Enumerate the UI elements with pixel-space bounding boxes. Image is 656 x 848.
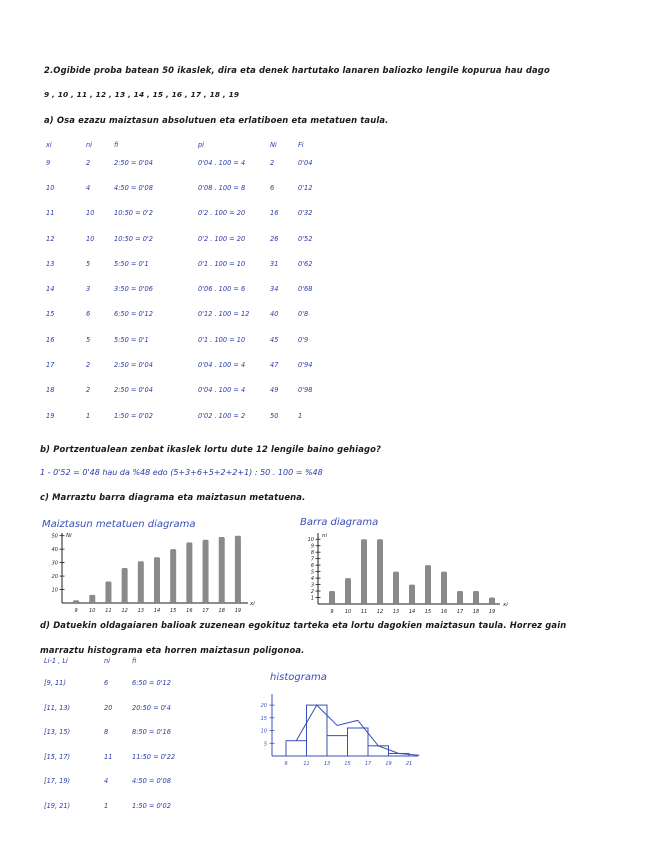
y-tick-label: 2 [310,589,314,596]
cell-Fi: 0'12 [298,183,313,192]
cell-fi: 6:50 = 0'12 [132,679,171,688]
histogram-title: histograma [270,672,327,683]
cell-ni: 1 [86,411,91,420]
y-tick-label: 1 [310,595,314,602]
bar-chart-title: Barra diagrama [300,517,379,528]
cell-ni: 5 [86,335,91,344]
cell-xi: 18 [46,386,55,395]
cell-ni: 2 [86,386,91,395]
x-tick-label: 11 [303,761,310,767]
cell-pi: 0'02 . 100 = 2 [198,411,246,420]
cell-Fi: 0'52 [298,234,313,243]
cell-fi: 1:50 = 0'02 [132,801,171,810]
cell-Ni: 47 [270,361,279,370]
histogram-bar [368,746,389,756]
cell-ni: 5 [86,259,91,268]
cell-ni: 10 [86,234,95,243]
x-tick-label: 9 [284,761,288,767]
histogram-bar [286,741,307,756]
cell-xi: 14 [46,285,55,294]
y-tick-label: 8 [310,550,314,557]
header-fi: fi [132,657,137,665]
cell-fi: 4:50 = 0'08 [132,777,171,786]
y-tick-label: 3 [310,582,314,589]
part-b-answer: 1 - 0'52 = 0'48 hau da %48 edo (5+3+6+5+2+2+1) : 50 . 100 = %48 [40,468,323,477]
x-tick-label: 15 [424,609,432,615]
cell-ni: 1 [104,801,109,810]
cell-Fi: 0'98 [298,386,313,395]
x-tick-label: 9 [330,609,334,615]
y-tick-label: 15 [260,715,267,722]
cell-Ni: 49 [270,386,279,395]
x-tick-label: 17 [202,608,209,614]
header-xi: xi [46,141,52,149]
cell-fi: 6:50 = 0'12 [114,310,153,319]
cell-ni: 6 [86,310,91,319]
cell-pi: 0'1 . 100 = 10 [198,335,246,344]
cell-pi: 0'06 . 100 = 6 [198,285,246,294]
y-tick-label: 10 [260,728,267,735]
y-tick-label: 6 [310,563,314,570]
cell-fi: 3:50 = 0'06 [114,285,153,294]
y-tick-label: 4 [310,576,314,583]
cell-Ni: 50 [270,411,279,420]
cell-fi: 5:50 = 0'1 [114,335,149,344]
cell-ni: 20 [104,703,113,712]
y-tick-label: 10 [307,537,314,544]
cell-Fi: 0'9 [298,335,309,344]
cell-fi: 4:50 = 0'08 [114,183,153,192]
y-tick-label: 20 [260,703,267,710]
cell-fi: 8:50 = 0'16 [132,728,171,737]
cell-pi: 0'04 . 100 = 4 [198,361,246,370]
y-tick-label: 30 [51,560,58,567]
x-tick-label: 15 [169,608,177,614]
cell-fi: 20:50 = 0'4 [132,703,171,712]
x-tick-label: 11 [105,608,112,614]
cell-xi: 13 [46,259,55,268]
cell-ni: 4 [104,777,109,786]
x-tick-label: 11 [360,609,368,615]
part-b-question: b) Portzentualean zenbat ikaslek lortu dute 12 lengile baino gehiago? [40,444,382,454]
x-tick-label: 17 [456,609,464,615]
cell-xi: 9 [46,158,51,167]
y-tick-label: 50 [51,533,58,540]
x-tick-label: 15 [344,761,351,767]
part-c-question: c) Marraztu barra diagrama eta maiztasun metatuena. [40,492,306,502]
header-Fi: Fi [298,141,304,149]
cell-Fi: 0'32 [298,209,313,218]
problem-statement: 2.Ogibide proba batean 50 ikaslek, dira eta denek hartutako lanaren baliozko lengile kopurua hau dago [44,65,550,75]
cell-xi: 11 [46,209,55,218]
x-tick-label: 21 [405,761,413,767]
x-tick-label: 19 [234,608,242,614]
cell-Ni: 16 [270,209,279,218]
histogram-bar [327,736,348,756]
x-tick-label: 13 [137,608,145,614]
cell-ni: 2 [86,158,91,167]
header-fi: fi [114,141,119,149]
cell-fi: 5:50 = 0'1 [114,259,149,268]
cell-fi: 10:50 = 0'2 [114,234,153,243]
cell-pi: 0'2 . 100 = 20 [198,209,246,218]
part-a-question: a) Osa ezazu maiztasun absolutuen eta erlatiboen eta metatuen taula. [44,115,389,125]
header-pi: pi [198,141,205,149]
cell-ni: 3 [86,285,91,294]
cell-Ni: 26 [270,234,279,243]
header-ni: ni [104,657,111,665]
x-tick-label: 14 [153,608,161,614]
y-tick-label: 5 [263,741,267,748]
cell-interval: [15, 17) [44,752,71,761]
cell-ni: 11 [104,752,113,761]
cell-xi: 15 [46,310,55,319]
cell-Fi: 0'04 [298,158,313,167]
cell-Ni: 45 [270,335,279,344]
x-tick-label: 16 [440,609,448,615]
cumulative-y-label: Ni [66,533,72,539]
cell-ni: 8 [104,728,109,737]
cell-pi: 0'04 . 100 = 4 [198,386,246,395]
cell-Ni: 34 [270,285,279,294]
cell-interval: [19, 21) [44,801,71,810]
cell-xi: 19 [46,411,55,420]
part-d-question-line1: d) Datuekin oldagaiaren balioak zuzenean egokituz tarteka eta lortu dagokien maiztasun taula. Horrez gain [40,620,567,630]
cumulative-x-label: xi [250,601,255,607]
cell-xi: 10 [46,183,55,192]
x-tick-label: 19 [488,609,496,615]
cumulative-chart-title: Maiztasun metatuen diagrama [42,519,196,530]
cell-fi: 2:50 = 0'04 [114,386,153,395]
frequency-polygon [296,705,419,755]
cell-Fi: 0'94 [298,361,313,370]
cell-pi: 0'04 . 100 = 4 [198,158,246,167]
x-tick-label: 13 [392,609,400,615]
part-d-question-line2: marraztu histograma eta horren maiztasun poligonoa. [40,645,305,655]
header-Ni: Ni [270,141,277,149]
cell-pi: 0'08 . 100 = 8 [198,183,246,192]
cell-ni: 4 [86,183,91,192]
cell-xi: 12 [46,234,55,243]
bar-x-label: xi [503,602,508,608]
histogram-bar [348,728,369,756]
x-tick-label: 18 [472,609,480,615]
cell-ni: 10 [86,209,95,218]
cell-pi: 0'12 . 100 = 12 [198,310,250,319]
cell-ni: 2 [86,361,91,370]
cell-interval: [13, 15) [44,728,71,737]
x-tick-label: 14 [408,609,416,615]
y-tick-label: 40 [51,547,58,554]
cell-Ni: 40 [270,310,279,319]
x-tick-label: 13 [323,761,331,767]
x-tick-label: 18 [218,608,225,614]
cell-Fi: 0'62 [298,259,313,268]
x-tick-label: 17 [364,761,372,767]
header-ni: ni [86,141,93,149]
cell-Ni: 2 [270,158,275,167]
cell-Ni: 6 [270,183,275,192]
cell-interval: [11, 13) [44,703,71,712]
cell-pi: 0'2 . 100 = 20 [198,234,246,243]
y-tick-label: 20 [51,574,58,581]
x-tick-label: 10 [89,608,96,614]
bar-y-label: ni [322,533,328,539]
cell-fi: 10:50 = 0'2 [114,209,153,218]
cell-ni: 6 [104,679,109,688]
cell-pi: 0'1 . 100 = 10 [198,259,246,268]
x-tick-label: 12 [376,609,384,615]
x-tick-label: 16 [186,608,193,614]
cell-xi: 17 [46,361,55,370]
header-interval: Li-1 , Li [44,657,68,665]
data-values: 9 , 10 , 11 , 12 , 13 , 14 , 15 , 16 , 17 , 18 , 19 [44,90,240,99]
cell-fi: 11:50 = 0'22 [132,752,176,761]
x-tick-label: 12 [121,608,128,614]
y-tick-label: 10 [51,587,58,594]
x-tick-label: 9 [74,608,78,614]
cell-interval: [9, 11) [44,679,66,688]
x-tick-label: 10 [344,609,352,615]
cell-xi: 16 [46,335,55,344]
cell-fi: 2:50 = 0'04 [114,361,153,370]
cell-Fi: 0'8 [298,310,309,319]
cell-Fi: 1 [298,411,303,420]
cell-fi: 1:50 = 0'02 [114,411,153,420]
y-tick-label: 7 [310,556,314,563]
y-tick-label: 5 [310,569,314,576]
y-tick-label: 9 [310,543,314,550]
x-tick-label: 19 [385,761,392,767]
cell-Fi: 0'68 [298,285,313,294]
cell-Ni: 31 [270,259,279,268]
cell-fi: 2:50 = 0'04 [114,158,153,167]
cell-interval: [17, 19) [44,777,71,786]
